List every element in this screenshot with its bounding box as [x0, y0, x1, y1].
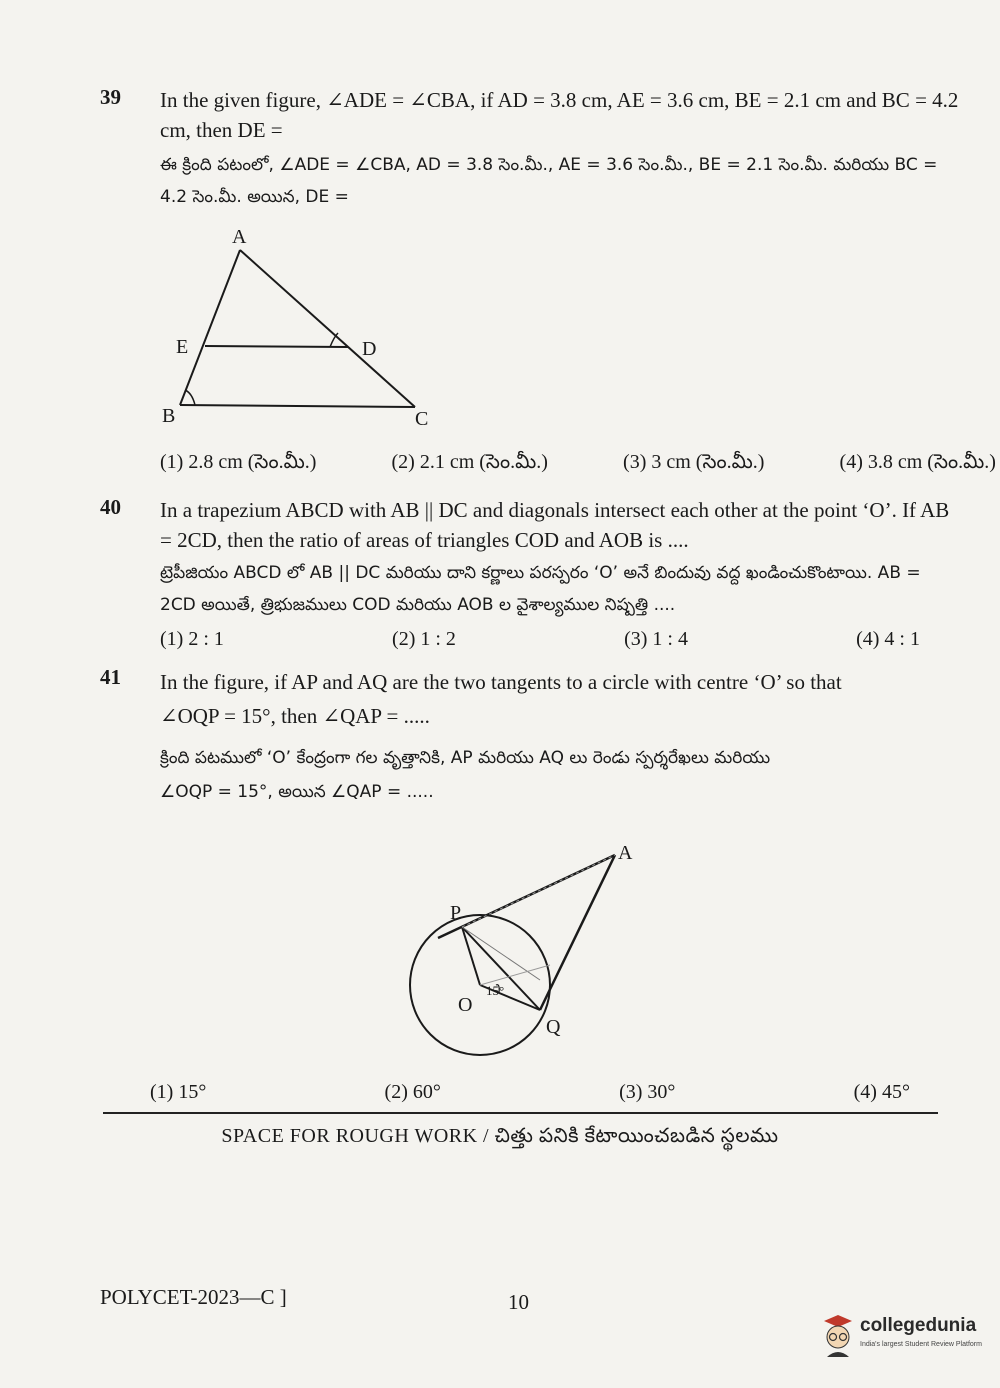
triangle-figure [150, 225, 450, 435]
option-1: (1) 2.8 cm (సెం.మీ.) [160, 451, 317, 473]
option-3: (3) 30° [619, 1081, 676, 1103]
option-3: (3) 1 : 4 [624, 628, 688, 650]
question-41 [100, 665, 960, 809]
vertex-e-label: E [176, 336, 189, 358]
angle-15-label: 15° [486, 983, 505, 998]
question-40 [100, 495, 960, 621]
vertex-c-label: C [415, 408, 429, 430]
option-4: (4) 4 : 1 [856, 628, 920, 650]
vertex-b-label: B [162, 405, 176, 427]
q41-options [150, 1081, 910, 1104]
question-text-en-line1: In the figure, if AP and AQ are the two tangents to a circle with centre ‘O’ so that [160, 670, 842, 694]
center-o-label: O [458, 994, 473, 1016]
tangent-circle-figure [400, 835, 660, 1075]
point-a-label: A [618, 842, 633, 864]
logo-tagline: India's largest Student Review Platform [860, 1341, 982, 1348]
point-p-label: P [450, 902, 462, 924]
option-2: (2) 1 : 2 [392, 628, 456, 650]
question-text-te-line2: ∠OQP = 15°, అయిన ∠QAP = ..... [160, 782, 434, 802]
question-number: 41 [100, 665, 121, 689]
point-q-label: Q [546, 1016, 561, 1038]
question-text-te: ఈ క్రింది పటంలో, ∠ADE = ∠CBA, AD = 3.8 సెం.మీ., AE = 3.6 సెం.మీ., BE = 2.1 సెం.మీ. మరియు BC = 4.2 సెం.మీ. అయిన, DE = [160, 155, 938, 207]
q39-options [160, 451, 996, 478]
question-text-te: ట్రెపీజియం ABCD లో AB || DC మరియు దాని కర్ణాలు పరస్పరం ‘O’ అనే బిందువు వద్ద ఖండించుకొంటాయి. AB = 2CD అయితే, త్రిభుజములు COD మరియు AOB ల వైశాల్యముల నిష్పత్తి .... [160, 563, 921, 615]
option-4: (4) 3.8 cm (సెం.మీ.) [839, 451, 996, 473]
question-text-en-line2: ∠OQP = 15°, then ∠QAP = ..... [160, 704, 430, 728]
question-39 [100, 85, 960, 213]
option-1: (1) 2 : 1 [160, 628, 224, 650]
collegedunia-logo [820, 1313, 990, 1363]
q40-options [160, 628, 920, 651]
option-2: (2) 60° [384, 1081, 441, 1103]
page-number: 10 [508, 1290, 529, 1314]
question-number: 40 [100, 495, 121, 519]
option-1: (1) 15° [150, 1081, 207, 1103]
logo-name: collegedunia [860, 1315, 977, 1336]
option-2: (2) 2.1 cm (సెం.మీ.) [391, 451, 548, 473]
rough-work-heading: SPACE FOR ROUGH WORK / చిత్తు పనికి కేటాయించబడిన స్థలము [221, 1125, 779, 1147]
question-text-en: In a trapezium ABCD with AB || DC and diagonals intersect each other at the point ‘O’. If AB = 2CD, then the ratio of areas of triangles COD and AOB is .... [160, 498, 950, 552]
divider-rule [103, 1112, 938, 1114]
question-text-en: In the given figure, ∠ADE = ∠CBA, if AD = 3.8 cm, AE = 3.6 cm, BE = 2.1 cm and BC = 4.2 cm, then DE = [160, 88, 959, 142]
option-3: (3) 3 cm (సెం.మీ.) [623, 451, 765, 473]
question-number: 39 [100, 85, 121, 109]
vertex-a-label: A [232, 226, 247, 248]
option-4: (4) 45° [853, 1081, 910, 1103]
vertex-d-label: D [362, 338, 377, 360]
student-mascot-icon [820, 1313, 856, 1359]
question-text-te-line1: క్రింది పటములో ‘O’ కేంద్రంగా గల వృత్తానికి, AP మరియు AQ లు రెండు స్పర్శరేఖలు మరియు [160, 748, 771, 768]
exam-code: POLYCET-2023—C ] [100, 1285, 287, 1309]
